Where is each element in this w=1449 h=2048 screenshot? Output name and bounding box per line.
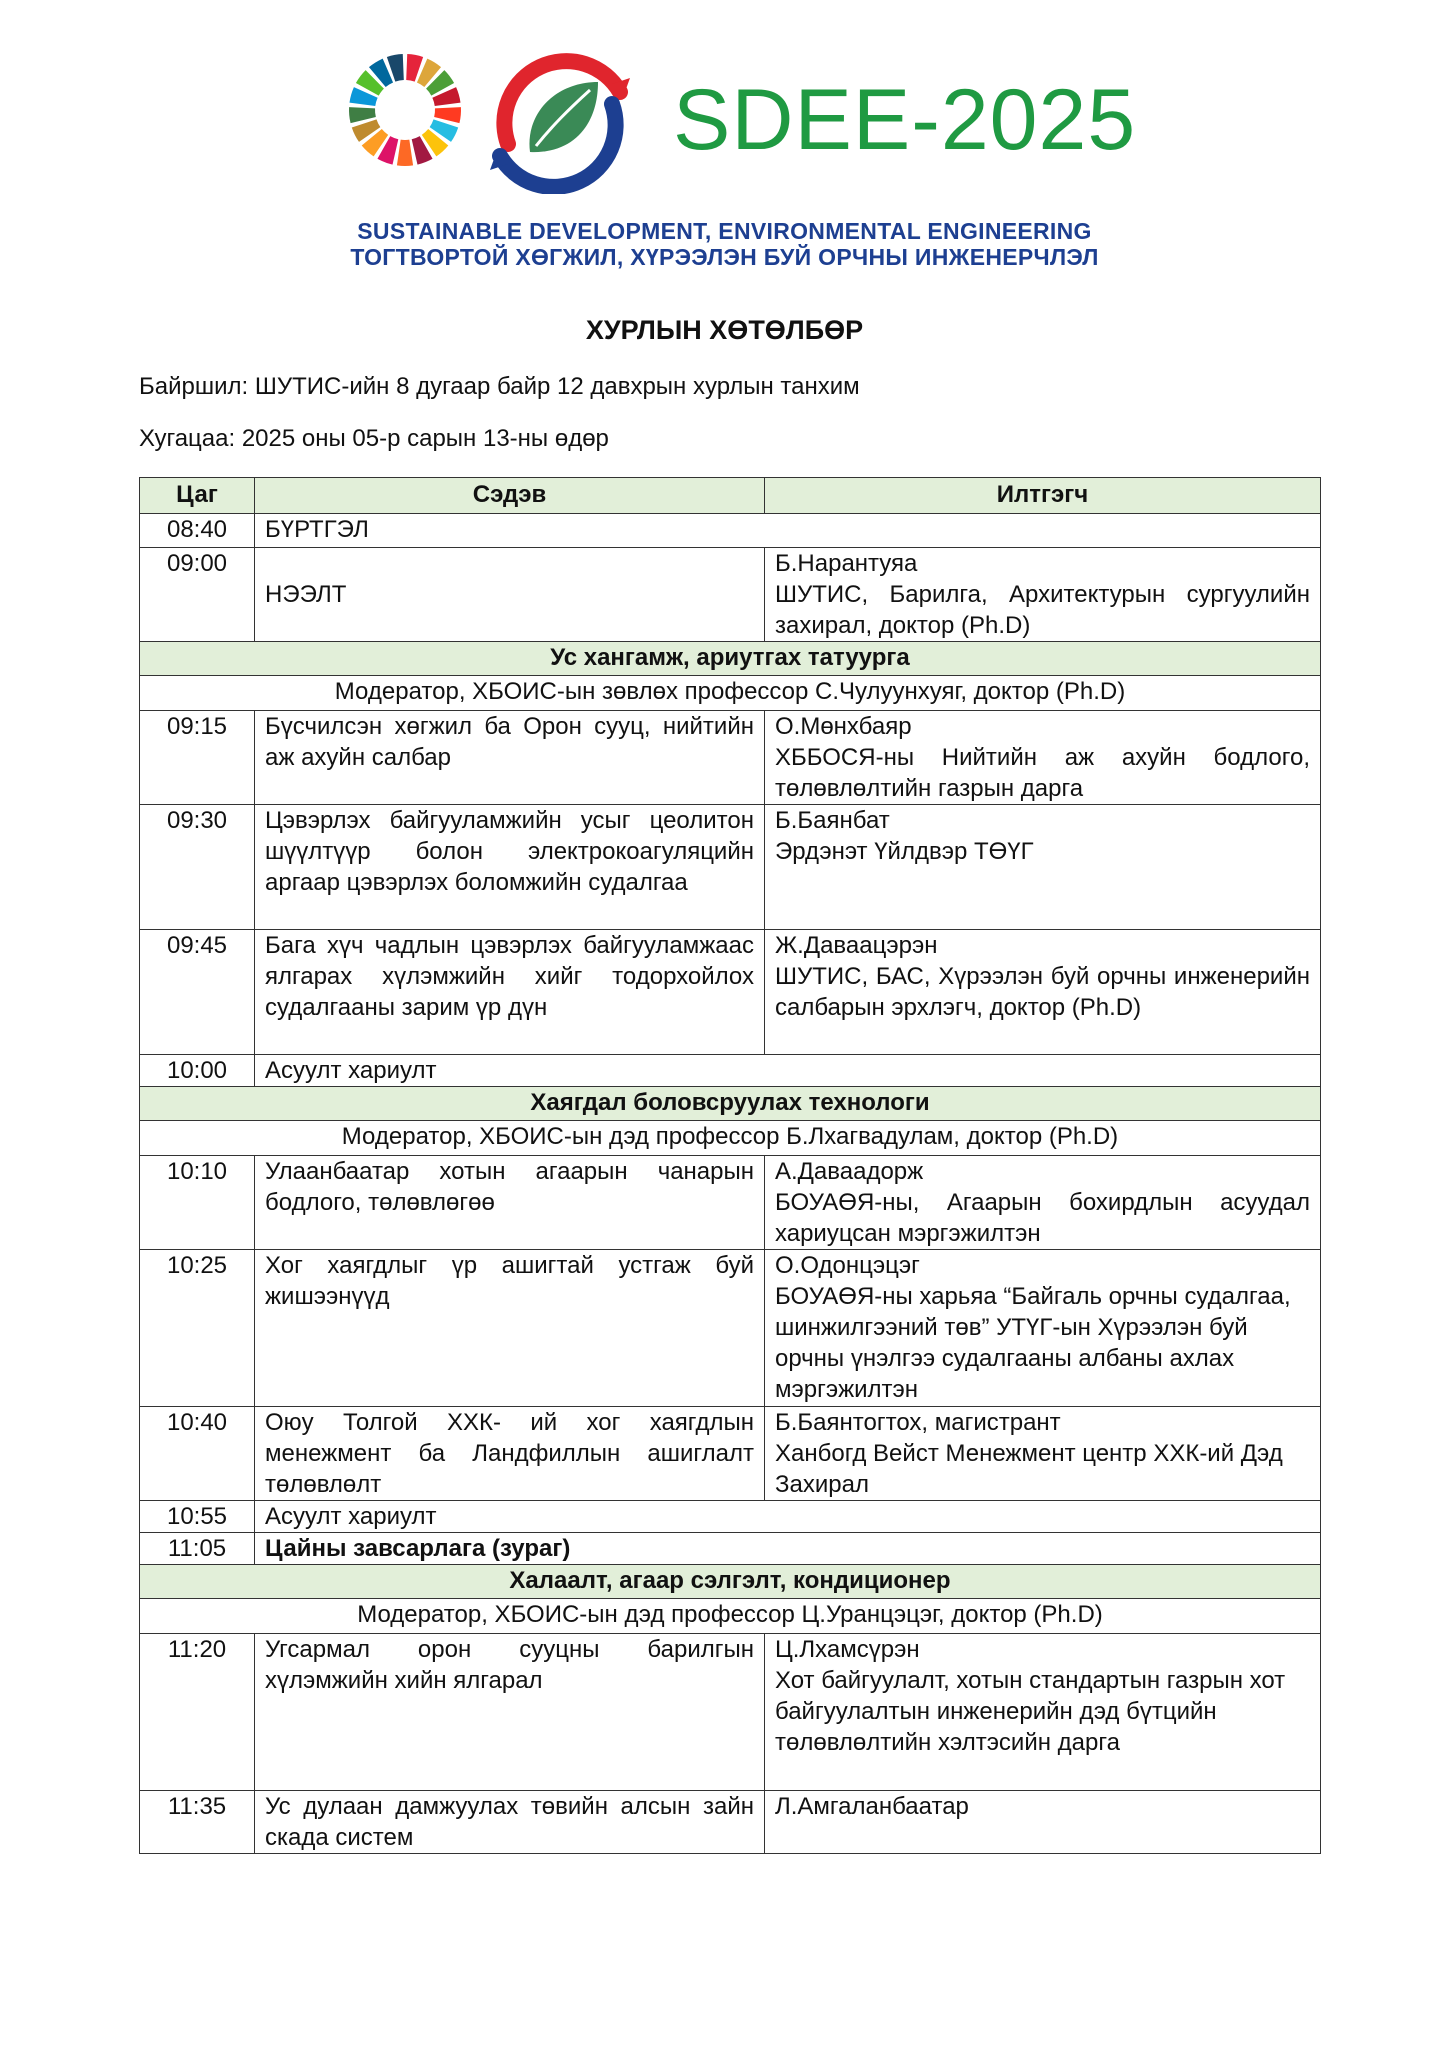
time-cell: 10:55 (140, 1501, 255, 1533)
topic-cell: Цайны завсарлага (зураг) (255, 1533, 1321, 1565)
topic-cell (255, 548, 765, 642)
speaker-detail: ХББОСЯ-ны Нийтийн аж ахуйн бодлого, төлөвлөлтийн газрын дарга (775, 744, 1310, 802)
location-line: Байршил: ШУТИС-ийн 8 дугаар байр 12 давхрын хурлын танхим (139, 373, 860, 400)
table-row (140, 1250, 1321, 1407)
speaker-name: Б.Баянтогтох, магистрант (775, 1409, 1061, 1436)
speaker-cell (765, 930, 1321, 1055)
sdg-wheel-segment (349, 107, 376, 123)
topic-cell: Оюу Толгой ХХК- ий хог хаягдлын менежмент ба Ландфиллын ашиглалт төлөвлөлт (255, 1407, 765, 1501)
tagline-english: SUSTAINABLE DEVELOPMENT, ENVIRONMENTAL ENGINEERING (357, 218, 1092, 244)
sdg-wheel-segment (434, 107, 461, 123)
speaker-detail: ШУТИС, Барилга, Архитектурын сургуулийн захирал, доктор (Ph.D) (775, 581, 1310, 639)
speaker-cell (765, 805, 1321, 930)
speaker-name: Б.Нарантуяа (775, 550, 918, 577)
time-cell: 10:40 (140, 1407, 255, 1501)
table-row (140, 1533, 1321, 1565)
topic-cell: Бага хүч чадлын цэвэрлэх байгууламжаас ялгарах хүлэмжийн хийг тодорхойлох судалгааны зарим үр дүн (255, 930, 765, 1055)
speaker-cell (765, 1156, 1321, 1250)
table-row (140, 1634, 1321, 1791)
speaker-detail: Хот байгуулалт, хотын стандартын газрын хот байгуулалтын инженерийн дэд бүтцийн төлөвлөлтийн хэлтэсийн дарга (775, 1667, 1286, 1756)
speaker-cell (765, 1407, 1321, 1501)
column-header-time: Цаг (140, 478, 255, 514)
time-cell: 09:30 (140, 805, 255, 930)
topic-cell: Асуулт хариулт (255, 1055, 1321, 1087)
table-row (140, 1791, 1321, 1854)
speaker-name: Ц.Лхамсүрэн (775, 1636, 920, 1663)
speaker-detail: Ханбогд Вейст Менежмент центр ХХК-ий Дэд Захирал (775, 1440, 1283, 1498)
speaker-cell (765, 1634, 1321, 1791)
section-row (140, 1087, 1321, 1121)
speaker-name: О.Мөнхбаяр (775, 713, 912, 740)
date-line: Хугацаа: 2025 оны 05-р сарын 13-ны өдөр (139, 425, 609, 452)
section-title: Ус хангамж, ариутгах татуурга (140, 642, 1321, 676)
section-row (140, 1565, 1321, 1599)
table-row (140, 1501, 1321, 1533)
speaker-detail: БОУАӨЯ-ны харьяа “Байгаль орчны судалгаа, шинжилгээний төв” УТҮГ-ын Хүрээлэн буй орчны үнэлгээ судалгааны албаны ахлах мэргэжилтэн (775, 1283, 1291, 1403)
time-cell: 10:10 (140, 1156, 255, 1250)
time-cell: 09:00 (140, 548, 255, 642)
time-cell: 10:25 (140, 1250, 255, 1407)
logo-text: SDEE-2025 (673, 72, 1137, 168)
column-header-speaker: Илтгэгч (765, 478, 1321, 514)
table-row (140, 1156, 1321, 1250)
moderator-row (140, 1599, 1321, 1634)
topic-cell: БҮРТГЭЛ (255, 514, 1321, 548)
leaf-hands-logo (480, 44, 640, 194)
table-row (140, 930, 1321, 1055)
moderator-row (140, 1121, 1321, 1156)
topic-cell: Асуулт хариулт (255, 1501, 1321, 1533)
sdg-wheel-logo (347, 52, 463, 168)
time-cell: 11:05 (140, 1533, 255, 1565)
moderator-text: Модератор, ХБОИС-ын дэд профессор Б.Лхагвадулам, доктор (Ph.D) (140, 1121, 1321, 1156)
speaker-cell (765, 548, 1321, 642)
time-cell: 09:15 (140, 711, 255, 805)
speaker-name: Б.Баянбат (775, 807, 890, 834)
table-row (140, 548, 1321, 642)
speaker-name: А.Даваадорж (775, 1158, 924, 1185)
speaker-name: Л.Амгаланбаатар (775, 1793, 969, 1820)
tagline-mongolian: ТОГТВОРТОЙ ХӨГЖИЛ, ХҮРЭЭЛЭН БУЙ ОРЧНЫ ИНЖЕНЕРЧЛЭЛ (350, 244, 1099, 270)
time-cell: 11:20 (140, 1634, 255, 1791)
topic-cell: Хог хаягдлыг үр ашигтай устгаж буй жишээнүүд (255, 1250, 765, 1407)
column-header-topic: Сэдэв (255, 478, 765, 514)
moderator-text: Модератор, ХБОИС-ын дэд профессор Ц.Уранцэцэг, доктор (Ph.D) (140, 1599, 1321, 1634)
sdg-wheel-segment (397, 140, 413, 166)
speaker-detail: Эрдэнэт Үйлдвэр ТӨҮГ (775, 838, 1034, 865)
table-row (140, 514, 1321, 548)
topic-cell: Ус дулаан дамжуулах төвийн алсын зайн скада систем (255, 1791, 765, 1854)
program-table (139, 477, 1321, 1854)
table-row (140, 711, 1321, 805)
table-row (140, 1407, 1321, 1501)
speaker-detail: ШУТИС, БАС, Хүрээлэн буй орчны инженерийн салбарын эрхлэгч, доктор (Ph.D) (775, 963, 1310, 1021)
speaker-cell (765, 1250, 1321, 1407)
section-title: Хаягдал боловсруулах технологи (140, 1087, 1321, 1121)
section-row (140, 642, 1321, 676)
topic-text: НЭЭЛТ (265, 581, 347, 608)
table-row (140, 805, 1321, 930)
speaker-cell (765, 1791, 1321, 1854)
time-cell: 09:45 (140, 930, 255, 1055)
speaker-cell (765, 711, 1321, 805)
time-cell: 08:40 (140, 514, 255, 548)
speaker-detail: БОУАӨЯ-ны, Агаарын бохирдлын асуудал хариуцсан мэргэжилтэн (775, 1189, 1310, 1247)
moderator-text: Модератор, ХБОИС-ын зөвлөх профессор С.Чулуунхуяг, доктор (Ph.D) (140, 676, 1321, 711)
time-cell: 10:00 (140, 1055, 255, 1087)
speaker-name: О.Одонцэцэг (775, 1252, 920, 1279)
moderator-row (140, 676, 1321, 711)
table-header-row (140, 478, 1321, 514)
table-row (140, 1055, 1321, 1087)
document-title: ХУРЛЫН ХӨТӨЛБӨР (585, 315, 864, 345)
topic-cell: Улаанбаатар хотын агаарын чанарын бодлого, төлөвлөгөө (255, 1156, 765, 1250)
topic-cell: Цэвэрлэх байгууламжийн усыг цеолитон шүүлтүүр болон электрокоагуляцийн аргаар цэвэрлэх боломжийн судалгаа (255, 805, 765, 930)
topic-cell: Угсармал орон сууцны барилгын хүлэмжийн хийн ялгарал (255, 1634, 765, 1791)
topic-cell: Бүсчилсэн хөгжил ба Орон сууц, нийтийн аж ахуйн салбар (255, 711, 765, 805)
speaker-name: Ж.Даваацэрэн (775, 932, 938, 959)
section-title: Халаалт, агаар сэлгэлт, кондиционер (140, 1565, 1321, 1599)
time-cell: 11:35 (140, 1791, 255, 1854)
